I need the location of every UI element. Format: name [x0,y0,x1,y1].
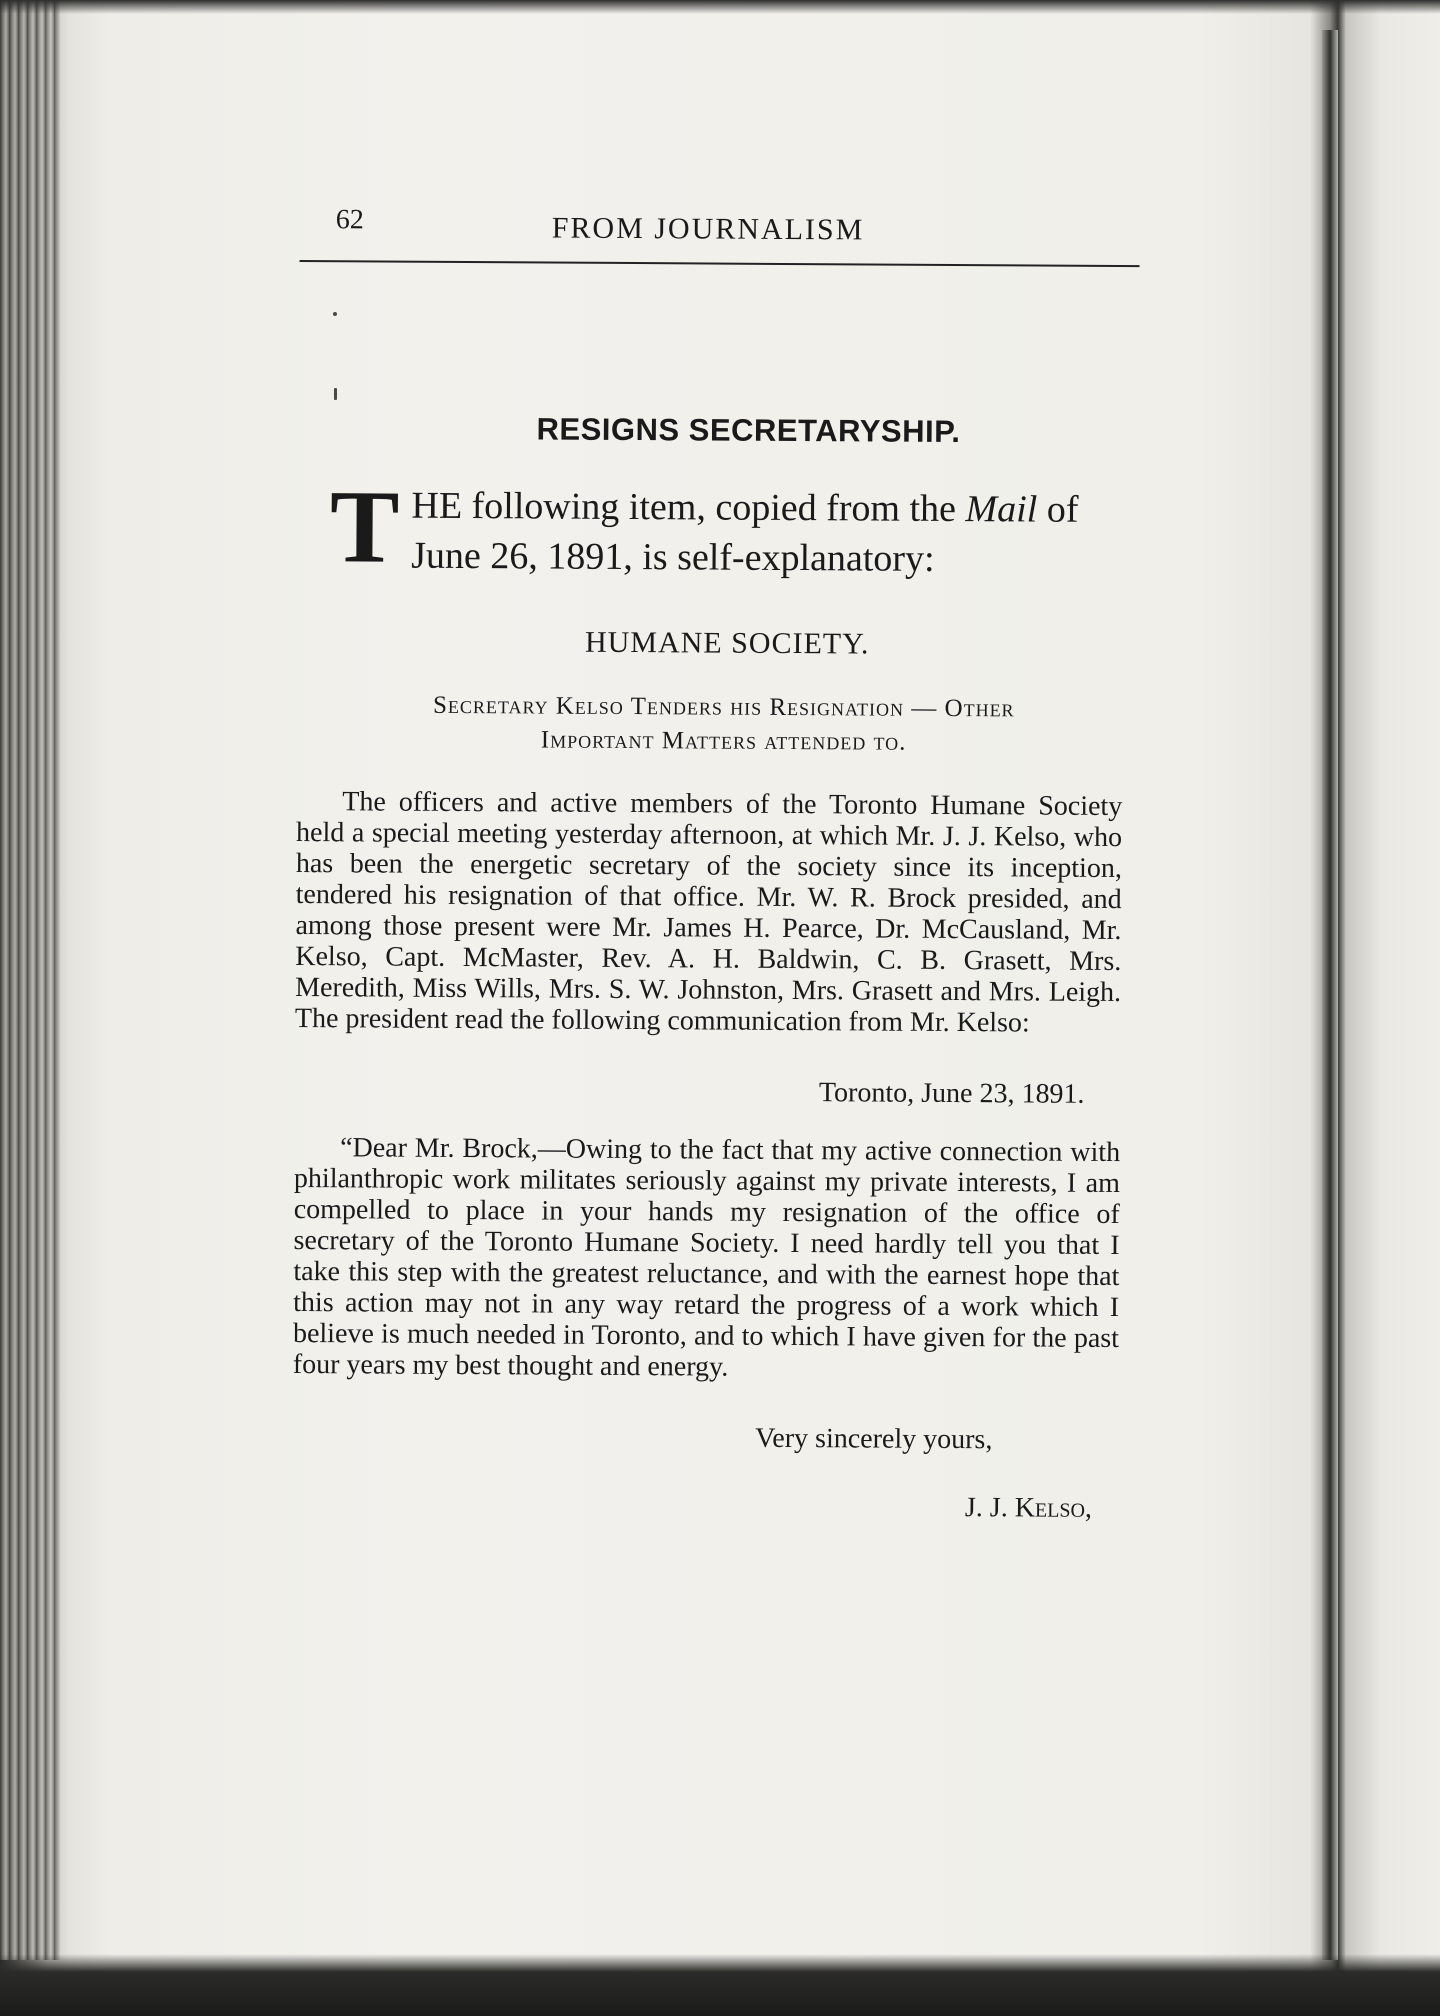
article-headline: RESIGNS SECRETARYSHIP. [536,411,961,450]
subheading-line: Secretary Kelso Tenders his Resignation — Other [432,691,1015,723]
subheading-line: Important Matters attended to. [540,726,907,756]
page-gutter [1322,30,1338,1960]
page-top-edge [0,0,1440,14]
letter-closing: Very sincerely yours, [755,1422,993,1456]
running-head [300,190,1140,267]
running-title: FROM JOURNALISM [551,211,865,247]
body-paragraph: The officers and active members of the Toronto Humane Society held a special meeting yesterday afternoon, at which Mr. J. J. Kelso, who has been the energetic secretary of the society since its inception, tendered his resignation of that office. Mr. W. R. Brock presided, and among those present were Mr. James H. Pearce, Dr. McCausland, Mr. Kelso, Capt. McMaster, Rev. A. H. Baldwin, C. B. Grasett, Mrs. Meredith, Miss Wills, Mrs. S. W. Johnston, Mrs. Grasett and Mrs. Leigh. The president read the following communication from Mr. Kelso: [294,786,1123,1039]
section-title: HUMANE SOCIETY. [584,625,870,661]
book-binding-edge [0,0,60,1960]
intro-text [300,469,1139,585]
page-text [292,190,1140,1525]
page-bottom-edge [0,1954,1440,2016]
page-number: 62 [335,204,364,236]
letter-body: “Dear Mr. Brock,—Owing to the fact that my active connection with philanthropic work militates seriously against my private interests, I am compelled to place in your hands my resignation of the office of secretary of the Toronto Humane Society. I need hardly tell you that I take this step with the greatest reluctance, and with the earnest hope that this action may not in any way retard the progress of a work which I believe is much needed in Toronto, and to which I have given for the past four years my best thought and energy. [292,1132,1121,1383]
letter-dateline: Toronto, June 23, 1891. [818,1077,1085,1110]
subheading [297,688,1137,761]
intro-text-end: of June 26, 1891, is self-explanatory: [411,488,1079,580]
intro-text-italic: Mail [965,488,1038,531]
drop-cap: T [329,469,400,585]
intro-text-start: HE following item, copied from the [411,484,966,531]
letter-signature: J. J. Kelso, [964,1492,1093,1524]
intro-paragraph [298,469,1139,585]
